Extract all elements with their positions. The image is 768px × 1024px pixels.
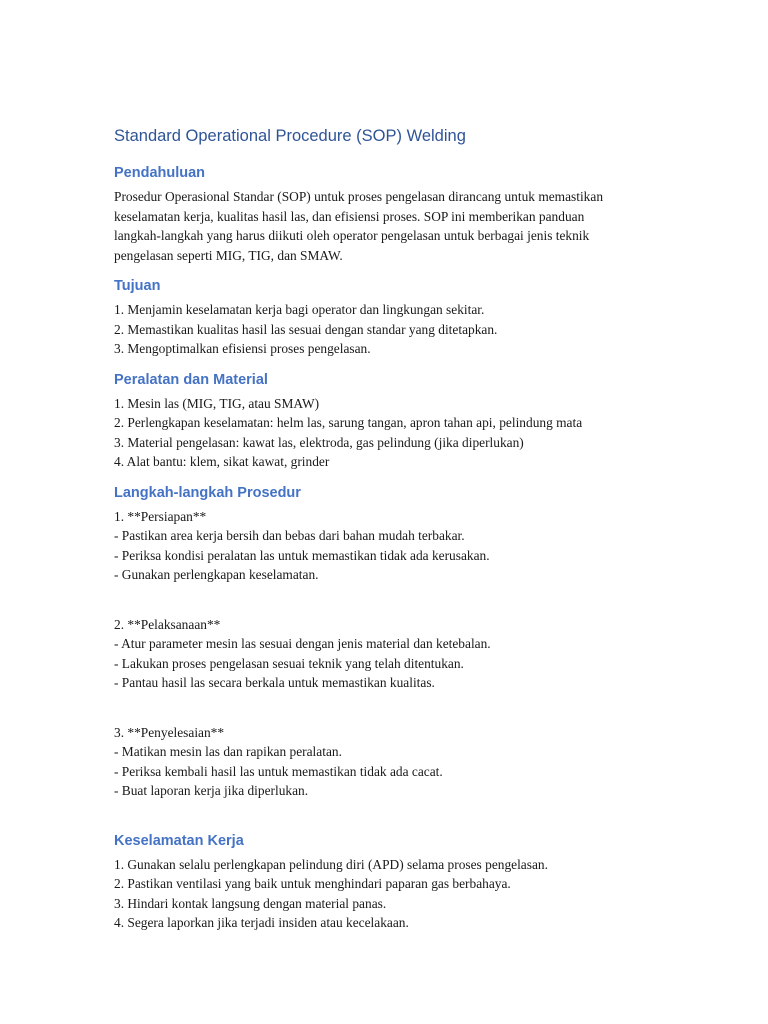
- section-heading: Keselamatan Kerja: [114, 832, 244, 849]
- list-item: 1. Menjamin keselamatan kerja bagi operator dan lingkungan sekitar.: [114, 302, 485, 317]
- list-item: - Atur parameter mesin las sesuai dengan jenis material dan ketebalan.: [114, 636, 491, 651]
- section-tujuan: [114, 274, 674, 359]
- step-pelaksanaan: [114, 615, 674, 693]
- list-item: - Lakukan proses pengelasan sesuai teknik yang telah ditentukan.: [114, 655, 464, 671]
- section-heading: Tujuan: [114, 278, 161, 294]
- list-item: 1. Gunakan selalu perlengkapan pelindung diri (APD) selama proses pengelasan.: [114, 856, 548, 872]
- spacer: [114, 585, 674, 615]
- step-persiapan: [114, 507, 674, 585]
- section-heading: Pendahuluan: [114, 165, 206, 181]
- list-item: 3. Material pengelasan: kawat las, elektroda, gas pelindung (jika diperlukan): [114, 434, 524, 450]
- list-item: 4. Segera laporkan jika terjadi insiden atau kecelakaan.: [114, 915, 409, 930]
- list-item: - Periksa kondisi peralatan las untuk memastikan tidak ada kerusakan.: [114, 547, 490, 563]
- list-item: 1. Mesin las (MIG, TIG, atau SMAW): [114, 395, 320, 411]
- paragraph-line: keselamatan kerja, kualitas hasil las, dan efisiensi proses. SOP ini memberikan panduan: [114, 208, 585, 224]
- section-keselamatan: [114, 829, 674, 933]
- paragraph-line: langkah-langkah yang harus diikuti oleh operator pengelasan untuk berbagai jenis teknik: [114, 228, 590, 243]
- list-item: - Buat laporan kerja jika diperlukan.: [114, 783, 309, 798]
- list-item: 2. Pastikan ventilasi yang baik untuk menghindari paparan gas berbahaya.: [114, 876, 511, 891]
- step-title: 1. **Persiapan**: [114, 508, 207, 524]
- paragraph-line: Prosedur Operasional Standar (SOP) untuk proses pengelasan dirancang untuk memastikan: [114, 189, 604, 204]
- step-title: 2. **Pelaksanaan**: [114, 616, 221, 632]
- section-pendahuluan: [114, 161, 674, 265]
- spacer: [114, 801, 674, 820]
- document-page: [114, 123, 674, 942]
- section-langkah: [114, 481, 674, 820]
- list-item: 2. Memastikan kualitas hasil las sesuai dengan standar yang ditetapkan.: [114, 321, 498, 337]
- section-peralatan: [114, 368, 674, 472]
- document-title: Standard Operational Procedure (SOP) Welding: [114, 127, 466, 145]
- paragraph-line: pengelasan seperti MIG, TIG, dan SMAW.: [114, 247, 343, 263]
- list-item: - Gunakan perlengkapan keselamatan.: [114, 567, 319, 582]
- section-heading: Peralatan dan Material: [114, 371, 268, 388]
- list-item: 4. Alat bantu: klem, sikat kawat, grinder: [114, 454, 330, 469]
- list-item: - Pastikan area kerja bersih dan bebas dari bahan mudah terbakar.: [114, 528, 465, 543]
- spacer: [114, 693, 674, 723]
- list-item: - Periksa kembali hasil las untuk memastikan tidak ada cacat.: [114, 763, 443, 779]
- step-penyelesaian: [114, 723, 674, 801]
- list-item: - Matikan mesin las dan rapikan peralatan.: [114, 744, 342, 759]
- step-title: 3. **Penyelesaian**: [114, 724, 225, 740]
- list-item: 3. Hindari kontak langsung dengan material panas.: [114, 895, 387, 911]
- section-heading: Langkah-langkah Prosedur: [114, 484, 301, 501]
- list-item: - Pantau hasil las secara berkala untuk memastikan kualitas.: [114, 675, 435, 690]
- list-item: 2. Perlengkapan keselamatan: helm las, sarung tangan, apron tahan api, pelindung mata: [114, 415, 583, 430]
- list-item: 3. Mengoptimalkan efisiensi proses pengelasan.: [114, 341, 371, 356]
